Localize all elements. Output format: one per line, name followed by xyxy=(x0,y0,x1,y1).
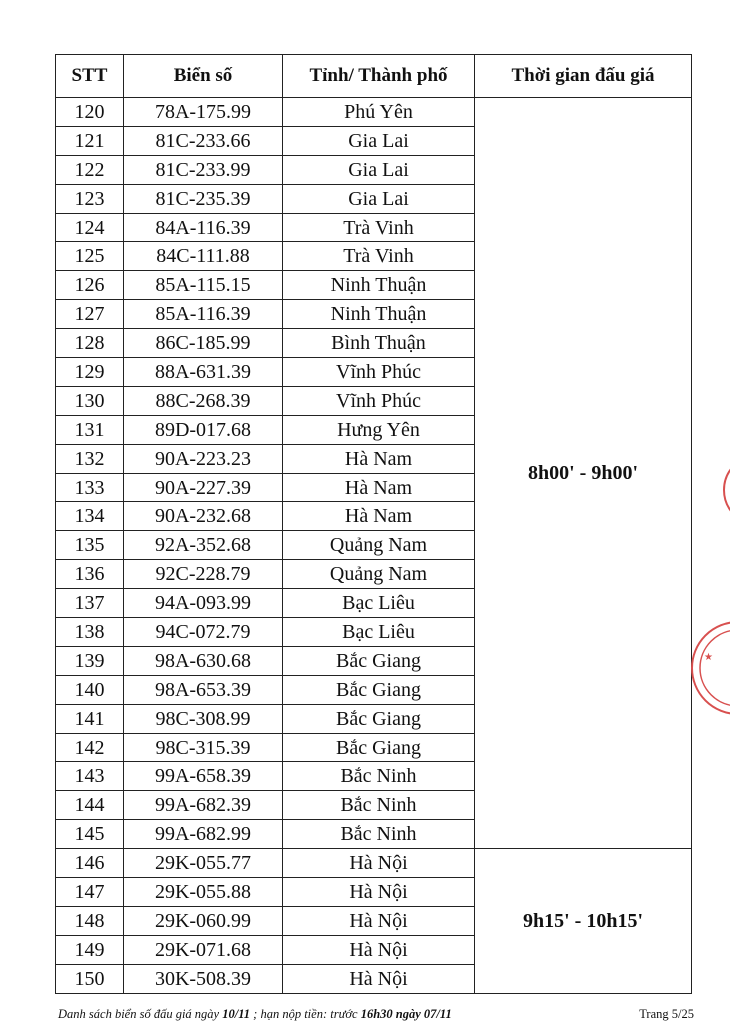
stt-cell: 144 xyxy=(56,791,124,820)
stt-cell: 147 xyxy=(56,878,124,907)
plate-cell: 29K-055.88 xyxy=(124,878,283,907)
stt-cell: 135 xyxy=(56,531,124,560)
stt-cell: 123 xyxy=(56,184,124,213)
stt-cell: 131 xyxy=(56,415,124,444)
plate-cell: 98C-315.39 xyxy=(124,733,283,762)
footer-middle: ; hạn nộp tiền: trước xyxy=(250,1007,361,1021)
province-cell: Trà Vinh xyxy=(283,242,475,271)
province-cell: Bắc Giang xyxy=(283,704,475,733)
province-cell: Hà Nội xyxy=(283,906,475,935)
plate-cell: 92C-228.79 xyxy=(124,560,283,589)
header-province: Tỉnh/ Thành phố xyxy=(283,55,475,98)
plate-cell: 84C-111.88 xyxy=(124,242,283,271)
province-cell: Bắc Giang xyxy=(283,646,475,675)
footer-prefix: Danh sách biển số đấu giá ngày xyxy=(58,1007,223,1021)
province-cell: Quảng Nam xyxy=(283,560,475,589)
stt-cell: 139 xyxy=(56,646,124,675)
plate-cell: 99A-682.39 xyxy=(124,791,283,820)
plate-cell: 88A-631.39 xyxy=(124,358,283,387)
plates-table xyxy=(55,54,692,994)
plate-cell: 90A-227.39 xyxy=(124,473,283,502)
header-auction-time: Thời gian đấu giá xyxy=(475,55,692,98)
stt-cell: 133 xyxy=(56,473,124,502)
plate-cell: 94A-093.99 xyxy=(124,589,283,618)
plate-cell: 89D-017.68 xyxy=(124,415,283,444)
plate-cell: 29K-055.77 xyxy=(124,849,283,878)
stt-cell: 148 xyxy=(56,906,124,935)
province-cell: Hà Nội xyxy=(283,964,475,993)
stt-cell: 132 xyxy=(56,444,124,473)
footer-date: 10/11 xyxy=(222,1007,251,1021)
stt-cell: 127 xyxy=(56,300,124,329)
province-cell: Gia Lai xyxy=(283,184,475,213)
province-cell: Hà Nam xyxy=(283,473,475,502)
plate-cell: 90A-232.68 xyxy=(124,502,283,531)
plate-cell: 78A-175.99 xyxy=(124,98,283,127)
province-cell: Bắc Ninh xyxy=(283,762,475,791)
plate-cell: 85A-116.39 xyxy=(124,300,283,329)
stt-cell: 129 xyxy=(56,358,124,387)
red-seal-stamp-top xyxy=(721,452,730,528)
plate-cell: 98A-653.39 xyxy=(124,675,283,704)
province-cell: Hà Nam xyxy=(283,444,475,473)
province-cell: Ninh Thuận xyxy=(283,271,475,300)
stt-cell: 140 xyxy=(56,675,124,704)
svg-text:★: ★ xyxy=(704,652,713,663)
plate-cell: 88C-268.39 xyxy=(124,386,283,415)
header-plate: Biển số xyxy=(124,55,283,98)
province-cell: Hà Nội xyxy=(283,878,475,907)
province-cell: Hưng Yên xyxy=(283,415,475,444)
province-cell: Gia Lai xyxy=(283,126,475,155)
plate-cell: 29K-060.99 xyxy=(124,906,283,935)
plate-cell: 85A-115.15 xyxy=(124,271,283,300)
plate-cell: 94C-072.79 xyxy=(124,618,283,647)
page-number: Trang 5/25 xyxy=(639,1007,694,1021)
stt-cell: 141 xyxy=(56,704,124,733)
footer-deadline: 16h30 ngày 07/11 xyxy=(360,1007,452,1021)
page-footer xyxy=(58,1007,694,1027)
plate-cell: 98A-630.68 xyxy=(124,646,283,675)
plate-cell: 84A-116.39 xyxy=(124,213,283,242)
province-cell: Gia Lai xyxy=(283,155,475,184)
stt-cell: 125 xyxy=(56,242,124,271)
province-cell: Bắc Giang xyxy=(283,675,475,704)
province-cell: Trà Vinh xyxy=(283,213,475,242)
province-cell: Bắc Ninh xyxy=(283,791,475,820)
province-cell: Vĩnh Phúc xyxy=(283,358,475,387)
province-cell: Quảng Nam xyxy=(283,531,475,560)
stt-cell: 134 xyxy=(56,502,124,531)
province-cell: Bình Thuận xyxy=(283,329,475,358)
stt-cell: 120 xyxy=(56,98,124,127)
province-cell: Bạc Liêu xyxy=(283,618,475,647)
province-cell: Bạc Liêu xyxy=(283,589,475,618)
stt-cell: 150 xyxy=(56,964,124,993)
plate-cell: 98C-308.99 xyxy=(124,704,283,733)
plate-cell: 86C-185.99 xyxy=(124,329,283,358)
stt-cell: 137 xyxy=(56,589,124,618)
plate-cell: 81C-233.66 xyxy=(124,126,283,155)
province-cell: Phú Yên xyxy=(283,98,475,127)
table-row xyxy=(56,849,692,878)
province-cell: Ninh Thuận xyxy=(283,300,475,329)
province-cell: Bắc Ninh xyxy=(283,820,475,849)
stt-cell: 149 xyxy=(56,935,124,964)
province-cell: Bắc Giang xyxy=(283,733,475,762)
table-header-row xyxy=(56,55,692,98)
plate-cell: 99A-682.99 xyxy=(124,820,283,849)
stt-cell: 138 xyxy=(56,618,124,647)
header-stt: STT xyxy=(56,55,124,98)
stt-cell: 136 xyxy=(56,560,124,589)
stt-cell: 124 xyxy=(56,213,124,242)
stt-cell: 142 xyxy=(56,733,124,762)
stt-cell: 128 xyxy=(56,329,124,358)
province-cell: Hà Nội xyxy=(283,849,475,878)
auction-time-cell: 8h00' - 9h00' xyxy=(475,98,692,849)
plate-cell: 81C-235.39 xyxy=(124,184,283,213)
stt-cell: 145 xyxy=(56,820,124,849)
table-row xyxy=(56,98,692,127)
province-cell: Hà Nam xyxy=(283,502,475,531)
plate-cell: 81C-233.99 xyxy=(124,155,283,184)
stt-cell: 143 xyxy=(56,762,124,791)
province-cell: Hà Nội xyxy=(283,935,475,964)
plate-cell: 90A-223.23 xyxy=(124,444,283,473)
auction-time-cell: 9h15' - 10h15' xyxy=(475,849,692,993)
stt-cell: 121 xyxy=(56,126,124,155)
red-seal-stamp-bottom xyxy=(688,618,730,718)
stt-cell: 122 xyxy=(56,155,124,184)
plate-cell: 99A-658.39 xyxy=(124,762,283,791)
stt-cell: 130 xyxy=(56,386,124,415)
plate-cell: 92A-352.68 xyxy=(124,531,283,560)
plate-cell: 30K-508.39 xyxy=(124,964,283,993)
province-cell: Vĩnh Phúc xyxy=(283,386,475,415)
stt-cell: 146 xyxy=(56,849,124,878)
stt-cell: 126 xyxy=(56,271,124,300)
plate-cell: 29K-071.68 xyxy=(124,935,283,964)
